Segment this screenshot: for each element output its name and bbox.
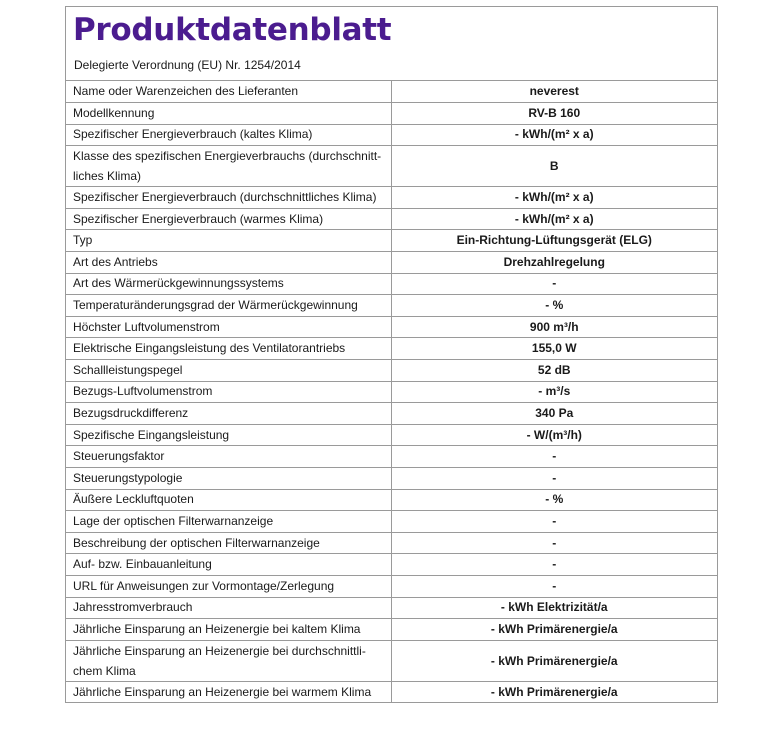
row-label: Spezifischer Energieverbrauch (durchschnittliches Klima) (66, 187, 391, 209)
row-value: - (391, 532, 717, 554)
regulation-subtitle: Delegierte Verordnung (EU) Nr. 1254/2014 (66, 50, 717, 81)
table-row (66, 681, 717, 703)
row-label: Jährliche Einsparung an Heizenergie bei kaltem Klima (66, 619, 391, 641)
row-value: Ein-Richtung-Lüftungsgerät (ELG) (391, 230, 717, 252)
table-row (66, 575, 717, 597)
table-row (66, 468, 717, 490)
row-value: - (391, 468, 717, 490)
row-label: Elektrische Eingangsleistung des Ventilatorantriebs (66, 338, 391, 360)
row-value: - kWh Elektrizität/a (391, 597, 717, 619)
table-row (66, 124, 717, 146)
table-row (66, 532, 717, 554)
row-label: Bezugsdruckdifferenz (66, 403, 391, 425)
table-row (66, 81, 717, 103)
row-label: Spezifischer Energieverbrauch (warmes Klima) (66, 208, 391, 230)
row-label: Jährliche Einsparung an Heizenergie bei warmem Klima (66, 681, 391, 703)
table-row (66, 511, 717, 533)
table-row (66, 252, 717, 274)
table-row (66, 146, 717, 187)
row-value: - kWh Primärenergie/a (391, 681, 717, 703)
row-label: Schallleistungspegel (66, 360, 391, 382)
row-value: 340 Pa (391, 403, 717, 425)
row-value: - (391, 446, 717, 468)
row-label: Typ (66, 230, 391, 252)
row-value: - (391, 273, 717, 295)
row-value: - kWh/(m² x a) (391, 208, 717, 230)
table-row (66, 446, 717, 468)
row-label: Spezifischer Energieverbrauch (kaltes Klima) (66, 124, 391, 146)
table-row (66, 230, 717, 252)
row-value: - W/(m³/h) (391, 424, 717, 446)
row-value: - kWh/(m² x a) (391, 124, 717, 146)
table-row (66, 187, 717, 209)
row-label: Name oder Warenzeichen des Lieferanten (66, 81, 391, 103)
row-value: 900 m³/h (391, 316, 717, 338)
table-row (66, 640, 717, 681)
row-label: Steuerungstypologie (66, 468, 391, 490)
table-row (66, 381, 717, 403)
row-label: Art des Antriebs (66, 252, 391, 274)
row-value: RV-B 160 (391, 103, 717, 125)
spec-table (66, 81, 717, 703)
row-label: Höchster Luftvolumenstrom (66, 316, 391, 338)
row-value: - (391, 554, 717, 576)
table-row (66, 338, 717, 360)
spec-table-body (66, 81, 717, 703)
row-label: URL für Anweisungen zur Vormontage/Zerlegung (66, 575, 391, 597)
table-row (66, 619, 717, 641)
row-value: - m³/s (391, 381, 717, 403)
row-label: Lage der optischen Filterwarnanzeige (66, 511, 391, 533)
row-value: - (391, 511, 717, 533)
row-value: - (391, 575, 717, 597)
row-label: Beschreibung der optischen Filterwarnanzeige (66, 532, 391, 554)
row-label: Jährliche Einsparung an Heizenergie bei durchschnittli- chem Klima (66, 640, 391, 681)
row-label: Modellkennung (66, 103, 391, 125)
row-value: - kWh Primärenergie/a (391, 640, 717, 681)
row-label: Klasse des spezifischen Energieverbrauchs (durchschnitt- liches Klima) (66, 146, 391, 187)
row-value: - kWh Primärenergie/a (391, 619, 717, 641)
table-row (66, 554, 717, 576)
table-row (66, 597, 717, 619)
row-value: 52 dB (391, 360, 717, 382)
row-value: - % (391, 295, 717, 317)
row-label: Jahresstromverbrauch (66, 597, 391, 619)
row-value: - % (391, 489, 717, 511)
table-row (66, 208, 717, 230)
product-data-sheet (65, 6, 718, 703)
page-title: Produktdatenblatt (73, 12, 392, 48)
table-row (66, 424, 717, 446)
row-label: Auf- bzw. Einbauanleitung (66, 554, 391, 576)
row-value: - kWh/(m² x a) (391, 187, 717, 209)
row-value: B (391, 146, 717, 187)
row-label: Spezifische Eingangsleistung (66, 424, 391, 446)
table-row (66, 403, 717, 425)
row-label: Temperaturänderungsgrad der Wärmerückgewinnung (66, 295, 391, 317)
table-row (66, 316, 717, 338)
row-value: Drehzahlregelung (391, 252, 717, 274)
row-value: 155,0 W (391, 338, 717, 360)
table-row (66, 489, 717, 511)
row-label: Steuerungsfaktor (66, 446, 391, 468)
row-label: Bezugs-Luftvolumenstrom (66, 381, 391, 403)
table-row (66, 273, 717, 295)
row-label: Äußere Leckluftquoten (66, 489, 391, 511)
table-row (66, 103, 717, 125)
row-value: neverest (391, 81, 717, 103)
table-row (66, 360, 717, 382)
row-label: Art des Wärmerückgewinnungssystems (66, 273, 391, 295)
table-row (66, 295, 717, 317)
